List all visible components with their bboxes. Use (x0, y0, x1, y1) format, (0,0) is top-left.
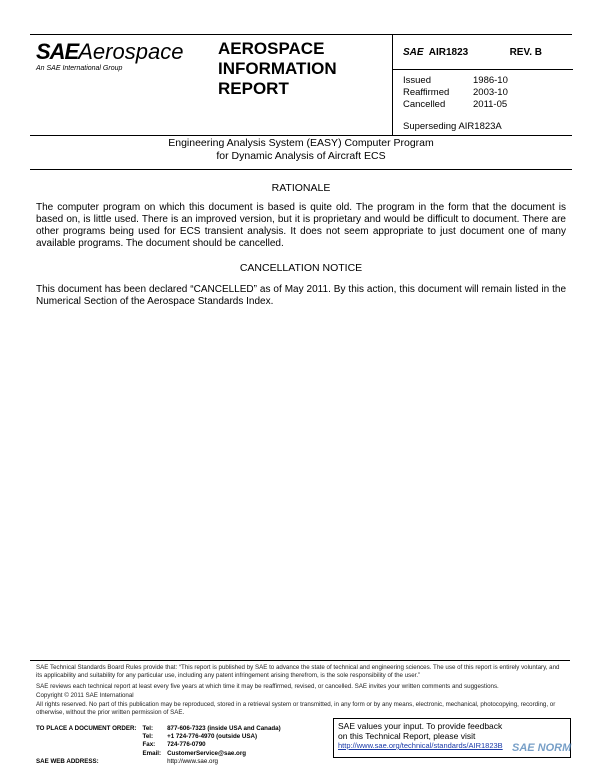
feedback-line-1: SAE values your input. To provide feedback (338, 721, 503, 731)
contact-value: +1 724-776-4970 (outside USA) (167, 733, 258, 741)
date-table (403, 75, 508, 111)
order-contacts (36, 725, 287, 766)
copyright-note: Copyright © 2011 SAE International (36, 692, 134, 699)
web-address-row (36, 758, 287, 766)
contact-value: CustomerService@sae.org (167, 749, 247, 757)
title-line-2: INFORMATION (218, 59, 337, 78)
date-row-cancelled (403, 99, 508, 111)
title-line-3: REPORT (218, 79, 289, 98)
sae-aerospace-logo (36, 41, 206, 81)
subject-line-1: Engineering Analysis System (EASY) Computer Program (168, 137, 434, 149)
report-type-title (218, 39, 337, 99)
revision-label: REV. B (509, 47, 542, 58)
document-subject (30, 134, 572, 170)
logo-aerospace-text: Aerospace (78, 39, 184, 64)
document-number: AIR1823 (428, 47, 469, 58)
contact-label: Email: (142, 749, 162, 757)
date-row-reaffirmed (403, 87, 508, 99)
contact-label: Fax: (142, 741, 156, 749)
date-row-issued (403, 75, 508, 87)
rationale-paragraph: The computer program on which this document is based is quite old. The program in the form that the document is based on, is little used. There is an improved version, but it is proprietary and would be difficult to document. There are other programs being used for ECS transient analysis. It does not seem appropriate to just document one of many available programs. The document should be cancelled. (36, 202, 566, 249)
web-label: SAE WEB ADDRESS: (36, 757, 99, 765)
title-line-1: AEROSPACE (218, 39, 325, 58)
date-label: Cancelled (403, 99, 446, 110)
contact-row (36, 741, 287, 749)
document-header (30, 34, 572, 136)
rationale-heading: RATIONALE (271, 182, 331, 194)
board-rules-note: SAE Technical Standards Board Rules provide that: “This report is published by SAE to advance the state of technical and engineering sciences. The use of this report is entirely voluntary, and its applicability and suitability for any particular use, including any patent infringement arising therefrom, is the sole responsibility of the user.” (36, 664, 560, 679)
sae-mark: SAE (403, 47, 424, 58)
contact-row (36, 725, 287, 733)
web-address[interactable]: http://www.sae.org (167, 757, 218, 765)
sae-norm-watermark: SAE NORM (512, 742, 572, 754)
logo-sae-text: SAE (36, 39, 79, 64)
logo-tagline: An SAE International Group (36, 65, 123, 72)
contact-label: Tel: (142, 725, 154, 732)
date-value: 2003-10 (473, 87, 508, 98)
subject-line-2: for Dynamic Analysis of Aircraft ECS (216, 150, 386, 162)
contact-value: 877-606-7323 (inside USA and Canada) (167, 725, 281, 732)
date-value: 2011-05 (473, 99, 508, 110)
cancellation-heading: CANCELLATION NOTICE (239, 262, 363, 274)
superseding-note: Superseding AIR1823A (403, 121, 502, 132)
document-info-box (392, 35, 573, 135)
review-note: SAE reviews each technical report at least every five years at which time it may be reaffirmed, revised, or cancelled. SAE invites your written comments and suggestions. (36, 683, 499, 690)
date-label: Issued (403, 75, 431, 86)
order-label: TO PLACE A DOCUMENT ORDER: (36, 725, 137, 732)
date-value: 1986-10 (473, 75, 508, 86)
contact-row (36, 750, 287, 758)
footer-divider (30, 660, 570, 661)
feedback-line-2: on this Technical Report, please visit (338, 731, 476, 741)
cancellation-paragraph: This document has been declared “CANCELLED” as of May 2011. By this action, this document will remain listed in the Numerical Section of the Aerospace Standards Index. (36, 284, 566, 307)
feedback-link[interactable]: http://www.sae.org/technical/standards/AIR1823B (338, 741, 503, 750)
contact-label: Tel: (142, 733, 154, 741)
date-label: Reaffirmed (403, 87, 450, 98)
document-number-row (403, 47, 568, 58)
rights-note: All rights reserved. No part of this publication may be reproduced, stored in a retrieval system or transmitted, in any form or by any means, electronic, mechanical, photocopying, recording, or otherwise, without the prior written permission of SAE. (36, 701, 556, 716)
info-divider (393, 69, 573, 70)
contact-row (36, 733, 287, 741)
contact-value: 724-776-0790 (167, 741, 206, 749)
